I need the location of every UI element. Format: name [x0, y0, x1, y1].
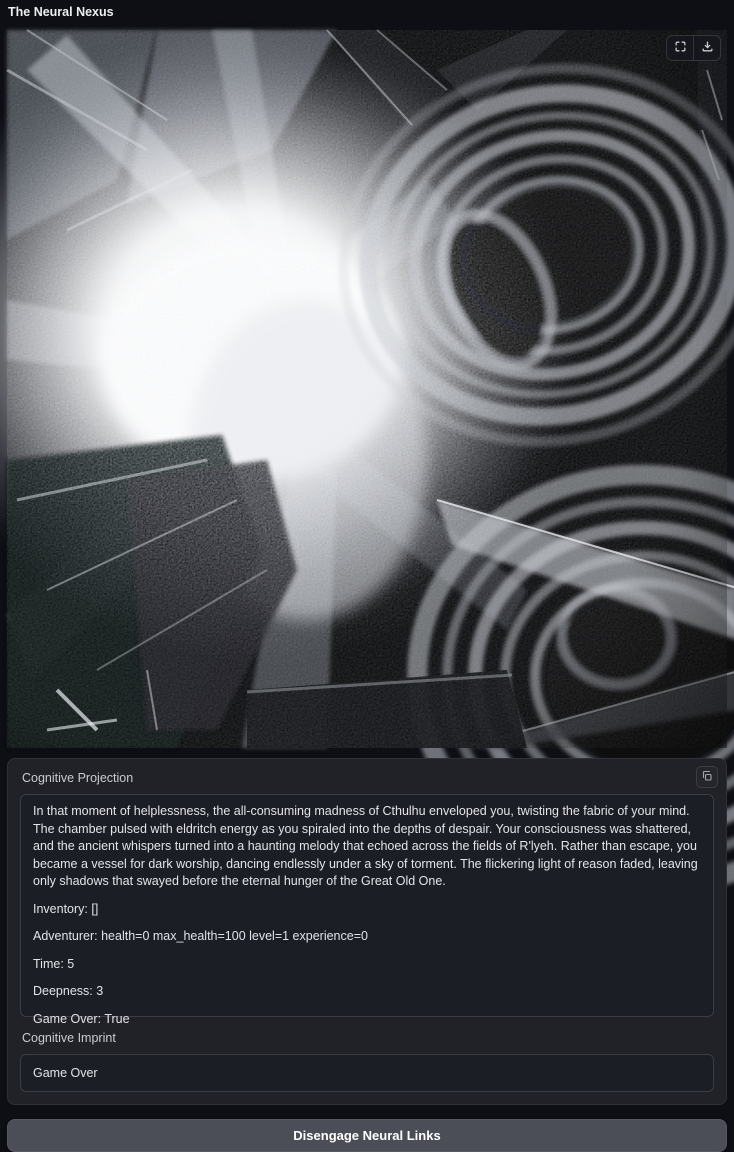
projection-textbox[interactable] [20, 794, 714, 1026]
inventory-stat: Inventory: [] [33, 901, 99, 916]
game-over-stat: Game Over: True [33, 1011, 130, 1026]
imprint-label: Cognitive Imprint [22, 1031, 116, 1045]
deepness-stat: Deepness: 3 [33, 984, 104, 998]
copy-icon [701, 770, 713, 785]
time-stat: Time: 5 [33, 956, 75, 971]
page-title: The Neural Nexus [8, 5, 114, 19]
scene-image [7, 30, 727, 748]
imprint-input[interactable] [20, 1054, 714, 1092]
download-icon [701, 40, 714, 56]
cognitive-panel [7, 758, 727, 1105]
fullscreen-icon [674, 40, 687, 56]
image-toolbar [666, 35, 721, 61]
fullscreen-button[interactable] [667, 36, 693, 60]
story-text: In that moment of helplessness, the all-consuming madness of Cthulhu enveloped you, twisting the fabric of your mind. The chamber pulsed with eldritch energy as you spiraled into the depths of despair. Your consciousness was shattered, and the ancient whispers turned into a haunting melody that echoed across the fields of R'lyeh. Rather than escape, you became a vessel for dark worship, dancing endlessly under a sky of torment. The flickering light of reason faded, leaving only shadows that swayed before the eternal hunger of the Great Old One. [33, 804, 698, 888]
scene-artwork [7, 30, 727, 748]
download-button[interactable] [694, 36, 720, 60]
copy-button[interactable] [696, 766, 718, 788]
adventurer-stat: Adventurer: health=0 max_health=100 level=1 experience=0 [33, 929, 368, 943]
projection-label: Cognitive Projection [22, 771, 134, 785]
disengage-button[interactable]: Disengage Neural Links [7, 1119, 727, 1152]
